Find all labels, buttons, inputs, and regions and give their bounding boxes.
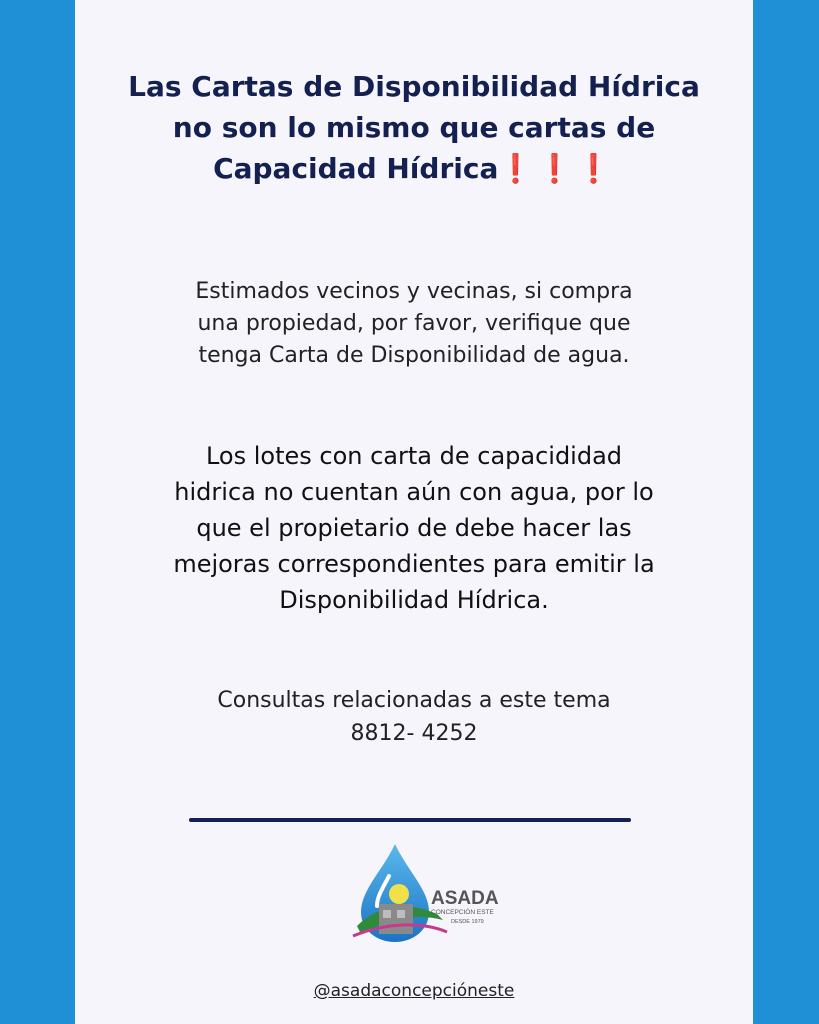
warning-line-3: que el propietario de debe hacer las [196, 514, 632, 542]
headline-line-2: no son lo mismo que cartas de [172, 111, 656, 144]
warning-paragraph [75, 438, 753, 618]
contact-info [75, 684, 753, 750]
divider [189, 818, 631, 822]
headline [75, 66, 753, 189]
logo-name: ASADA [431, 888, 499, 909]
advice-paragraph [75, 276, 753, 372]
headline-line-1: Las Cartas de Disponibilidad Hídrica [128, 70, 700, 103]
tank-icon [379, 904, 413, 934]
logo-subtitle: CONCEPCIÓN ESTE [431, 909, 494, 916]
info-card [75, 0, 753, 1024]
headline-line-3 [75, 148, 753, 189]
logo-since: DESDE 1979 [451, 919, 484, 925]
social-handle-link[interactable]: @asadaconcepcióneste [313, 981, 515, 1001]
contact-text: Consultas relacionadas a este tema [217, 688, 611, 713]
advice-line-2: una propiedad, por favor, verifique que [197, 311, 631, 336]
advice-line-1: Estimados vecinos y vecinas, si compra [195, 279, 633, 304]
sun-icon [389, 884, 409, 904]
warning-line-1: Los lotes con carta de capacididad [205, 442, 623, 470]
exclamation-icon: ❗❗❗ [498, 152, 615, 185]
warning-line-4: mejoras correspondientes para emitir la [173, 550, 655, 578]
warning-line-5: Disponibilidad Hídrica. [279, 586, 549, 614]
warning-line-2: hidrica no cuentan aún con agua, por lo [174, 478, 654, 506]
contact-phone: 8812- 4252 [350, 721, 478, 746]
headline-line-3-text: Capacidad Hídrica [213, 152, 499, 185]
asada-logo [347, 840, 507, 950]
advice-line-3: tenga Carta de Disponibilidad de agua. [198, 343, 630, 368]
